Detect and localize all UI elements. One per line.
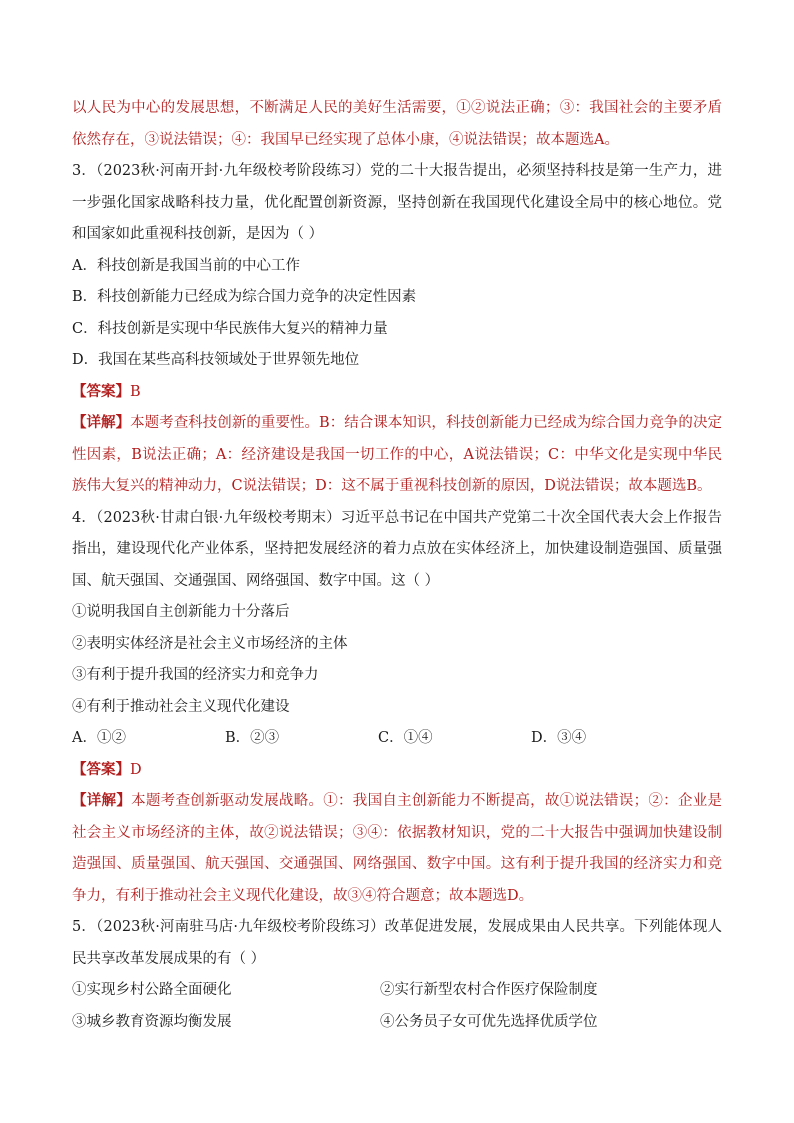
question-4-statement-1: ①说明我国自主创新能力十分落后 (72, 604, 290, 620)
choice-a: A．①② (72, 730, 126, 746)
question-3-option-b: B．科技创新能力已经成为综合国力竞争的决定性因素 (72, 289, 417, 305)
question-4-statement-4: ④有利于推动社会主义现代化建设 (72, 698, 290, 715)
choice-d: D．③④ (531, 730, 587, 746)
question-5-statements-row-2 (72, 1007, 722, 1039)
question-4-choices (72, 723, 722, 755)
question-4-detail (72, 786, 722, 912)
question-3-option-c: C．科技创新是实现中华民族伟大复兴的精神力量 (72, 320, 388, 337)
question-3-option-a: A．科技创新是我国当前的中心工作 (72, 257, 300, 274)
question-3-stem: 3．（2023秋·河南开封·九年级校考阶段练习）党的二十大报告提出，必须坚持科技是第一生产力，进一步强化国家战略科技力量，优化配置创新资源，坚持创新在我国现代化建设全局中的核心地位。党和国家如此重视科技创新，是因为（ ） (72, 163, 722, 242)
answer-value: B (130, 383, 141, 400)
answer-value: D (130, 761, 142, 778)
detail-text: 本题考查创新驱动发展战略。①：我国自主创新能力不断提高，故①说法错误；②：企业是社会主义市场经济的主体，故②说法错误；③④：依据教材知识，党的二十大报告中强调加快建设制造强国、质量强国、航天强国、交通强国、网络强国、数字中国。这有利于提升我国的经济实力和竞争力，有利于推动社会主义现代化建设，故③④符合题意；故本题选D。 (72, 793, 723, 904)
question-4-statement-2: ②表明实体经济是社会主义市场经济的主体 (72, 635, 348, 652)
question-5-statements-row-1 (72, 975, 722, 1007)
question-5-statement-2: ②实行新型农村合作医疗保险制度 (380, 982, 598, 998)
question-5-stem: 5．（2023秋·河南驻马店·九年级校考阶段练习）改革促进发展，发展成果由人民共享。下列能体现人民共享改革发展成果的有（ ） (72, 919, 722, 967)
question-4-statement-3: ③有利于提升我国的经济实力和竞争力 (72, 667, 319, 683)
detail-tag: 【详解】 (72, 415, 131, 431)
choice-b: B．②③ (225, 730, 280, 746)
document-page (72, 93, 722, 1038)
previous-explanation: 以人民为中心的发展思想，不断满足人民的美好生活需要，①②说法正确；③：我国社会的主要矛盾依然存在，③说法错误；④：我国早已经实现了总体小康，④说法错误；故本题选A。 (72, 100, 722, 148)
detail-text: 本题考查科技创新的重要性。B：结合课本知识，科技创新能力已经成为综合国力竞争的决定性因素，B说法正确；A：经济建设是我国一切工作的中心，A说法错误；C：中华文化是实现中华民族伟大复兴的精神动力，C说法错误；D：这不属于重视科技创新的原因，D说法错误；故本题选B。 (72, 415, 722, 494)
question-5-statement-4: ④公务员子女可优先选择优质学位 (380, 1013, 598, 1030)
question-5-statement-1: ①实现乡村公路全面硬化 (72, 982, 232, 998)
answer-tag: 【答案】 (72, 383, 130, 400)
choice-c: C．①④ (378, 730, 433, 746)
question-5-statement-3: ③城乡教育资源均衡发展 (72, 1013, 232, 1030)
detail-tag: 【详解】 (72, 793, 132, 809)
question-3-detail (72, 408, 722, 503)
answer-tag: 【答案】 (72, 761, 130, 778)
question-3-answer (72, 377, 722, 409)
question-4-answer (72, 755, 722, 787)
question-3-option-d: D．我国在某些高科技领域处于世界领先地位 (72, 352, 360, 368)
question-4-stem: 4．（2023秋·甘肃白银·九年级校考期末）习近平总书记在中国共产党第二十次全国代表大会上作报告指出，建设现代化产业体系，坚持把发展经济的着力点放在实体经济上，加快建设制造强国、质量强国、航天强国、交通强国、网络强国、数字中国。这（ ） (72, 509, 722, 589)
